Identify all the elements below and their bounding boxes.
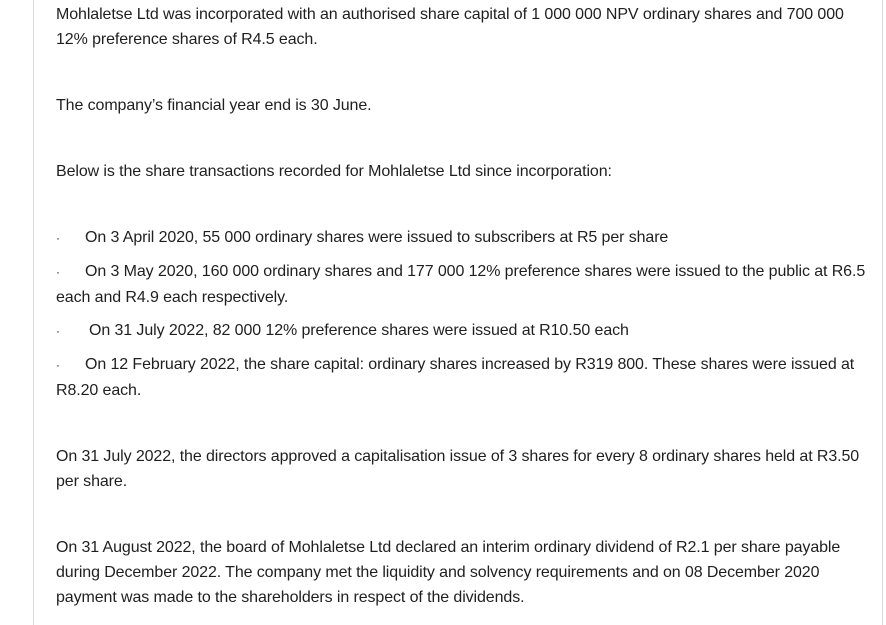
right-border xyxy=(882,0,883,625)
bullet-marker: · xyxy=(56,358,60,372)
list-item-text: On 3 April 2020, 55 000 ordinary shares were issued to subscribers at R5 per share xyxy=(85,229,669,246)
left-border xyxy=(33,0,34,625)
list-item-text: On 31 July 2022, 82 000 12% preference shares were issued at R10.50 each xyxy=(89,322,629,339)
bullet-marker: · xyxy=(56,324,60,338)
list-item-text: On 3 May 2020, 160 000 ordinary shares and 177 000 12% preference shares were issued to the public at R6.5 each and R4.9 each respectively. xyxy=(56,263,866,306)
list-item xyxy=(56,318,868,344)
bullet-marker: · xyxy=(56,231,60,245)
paragraph-dividend: On 31 August 2022, the board of Mohlaletse Ltd declared an interim ordinary dividend of R2.1 per share payable during December 2022. The company met the liquidity and solvency requirements and on 08 December 2020 payment was made to the shareholders in respect of the dividends. xyxy=(56,539,841,606)
list-item xyxy=(56,352,868,403)
bullet-marker: · xyxy=(56,265,60,279)
list-item xyxy=(56,259,868,310)
paragraph-year-end: The company’s financial year end is 30 June. xyxy=(56,97,372,114)
document-body xyxy=(56,2,868,610)
list-item xyxy=(56,225,868,251)
paragraph-authorised-capital: Mohlaletse Ltd was incorporated with an authorised share capital of 1 000 000 NPV ordinary shares and 700 000 12% preference shares of R4.5 each. xyxy=(56,6,844,48)
paragraph-capitalisation-issue: On 31 July 2022, the directors approved a capitalisation issue of 3 shares for every 8 ordinary shares held at R3.50 per share. xyxy=(56,448,860,490)
paragraph-transactions-intro: Below is the share transactions recorded for Mohlaletse Ltd since incorporation: xyxy=(56,163,612,180)
list-item-text: On 12 February 2022, the share capital: ordinary shares increased by R319 800. These shares were issued at R8.20 each. xyxy=(56,356,855,399)
